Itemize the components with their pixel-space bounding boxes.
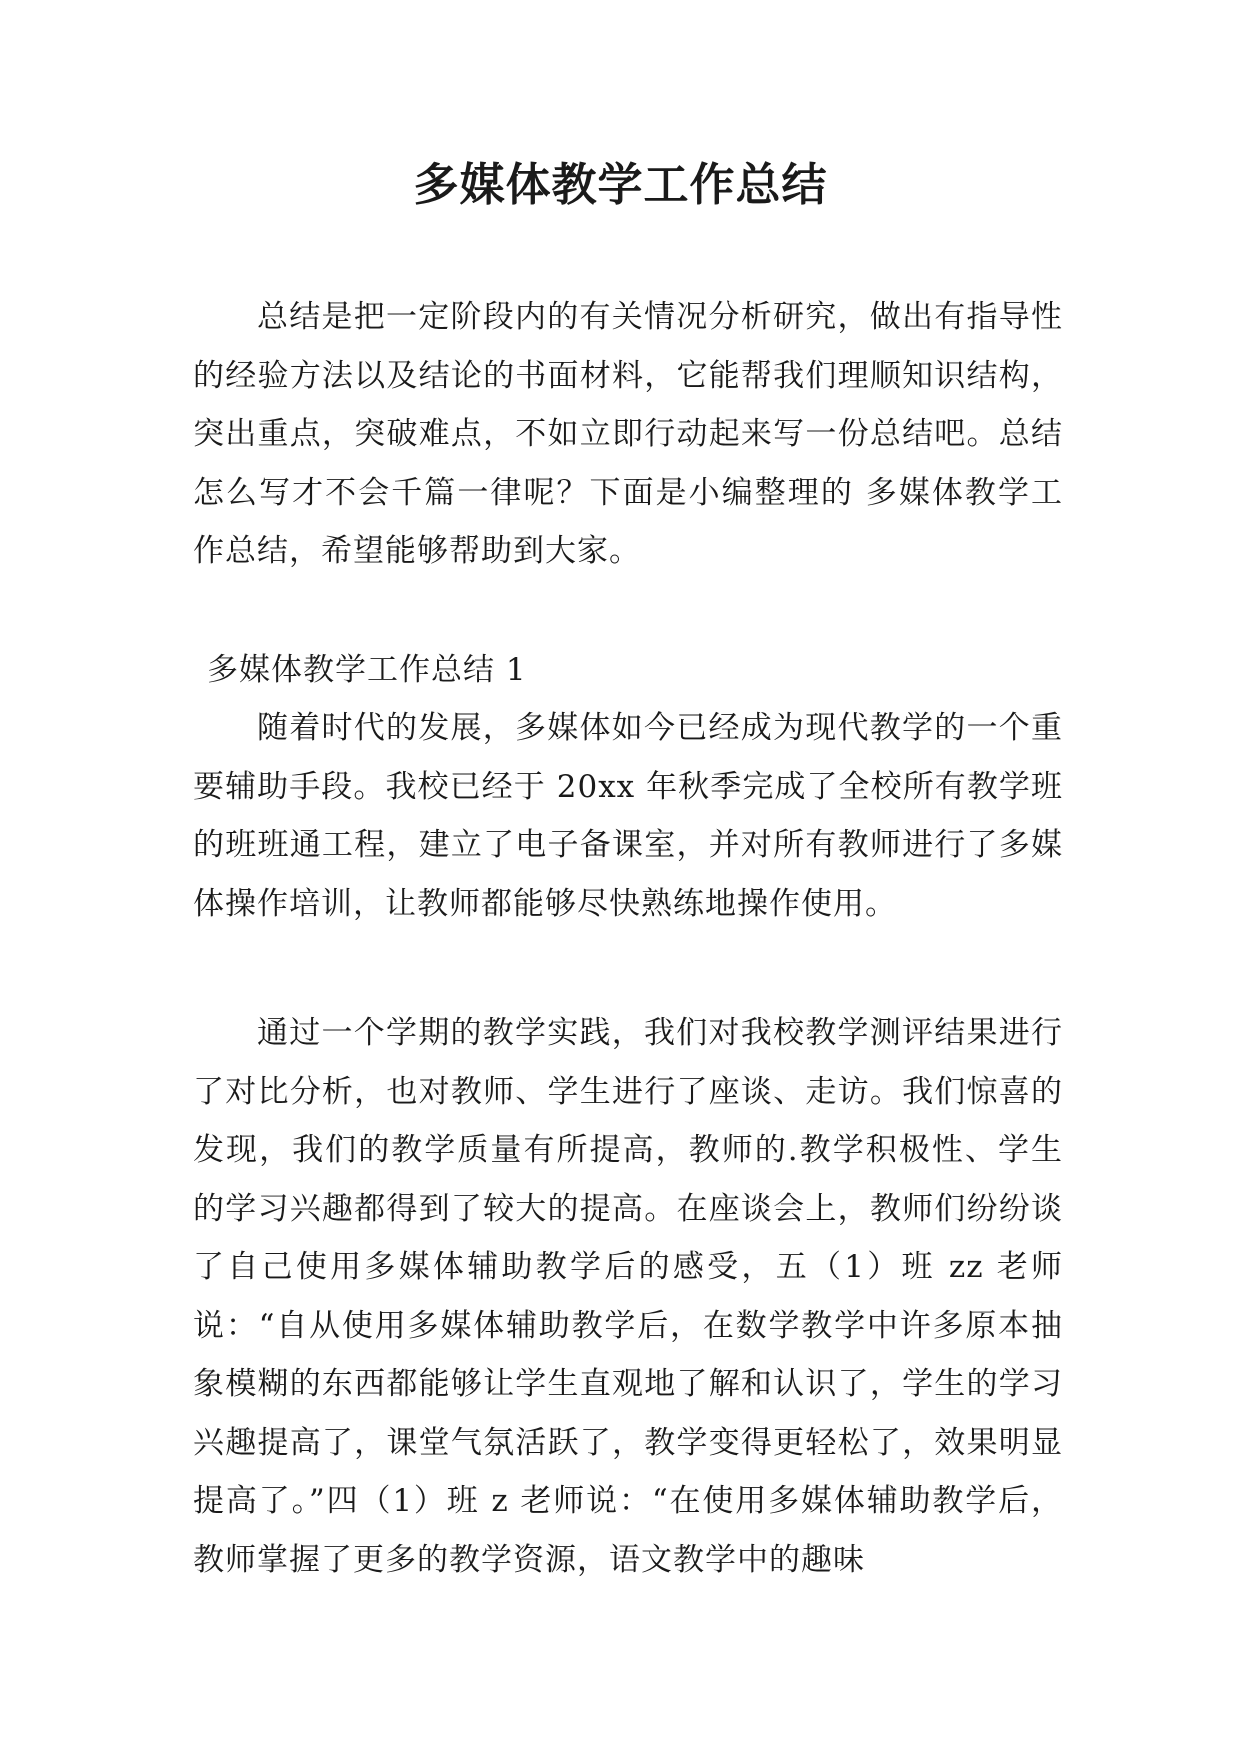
document-title: 多媒体教学工作总结 — [413, 158, 828, 211]
section-heading: 多媒体教学工作总结 1 — [207, 651, 527, 688]
body-paragraph: 随着时代的发展，多媒体如今已经成为现代教学的一个重要辅助手段。我校已经于 20xx 年秋季完成了全校所有教学班的班班通工程，建立了电子备课室，并对所有教师进行了多媒体操作培训，让教师都能够尽快熟练地操作使用。 — [193, 710, 1063, 922]
intro-paragraph: 总结是把一定阶段内的有关情况分析研究，做出有指导性的经验方法以及结论的书面材料，它能帮我们理顺知识结构，突出重点，突破难点，不如立即行动起来写一份总结吧。总结怎么写才不会千篇一律呢？下面是小编整理的 多媒体教学工作总结，希望能够帮助到大家。 — [193, 299, 1063, 569]
body-paragraph: 通过一个学期的教学实践，我们对我校教学测评结果进行了对比分析，也对教师、学生进行了座谈、走访。我们惊喜的发现，我们的教学质量有所提高，教师的.教学积极性、学生的学习兴趣都得到了较大的提高。在座谈会上，教师们纷纷谈了自己使用多媒体辅助教学后的感受，五（1）班 zz 老师说：“自从使用多媒体辅助教学后，在数学教学中许多原本抽象模糊的东西都能够让学生直观地了解和认识了，学生的学习兴趣提高了，课堂气氛活跃了，教学变得更轻松了，效果明显提高了。”四（1）班 z 老师说：“在使用多媒体辅助教学后，教师掌握了更多的教学资源，语文教学中的趣味 — [193, 1015, 1063, 1578]
document-body — [193, 288, 1063, 1589]
